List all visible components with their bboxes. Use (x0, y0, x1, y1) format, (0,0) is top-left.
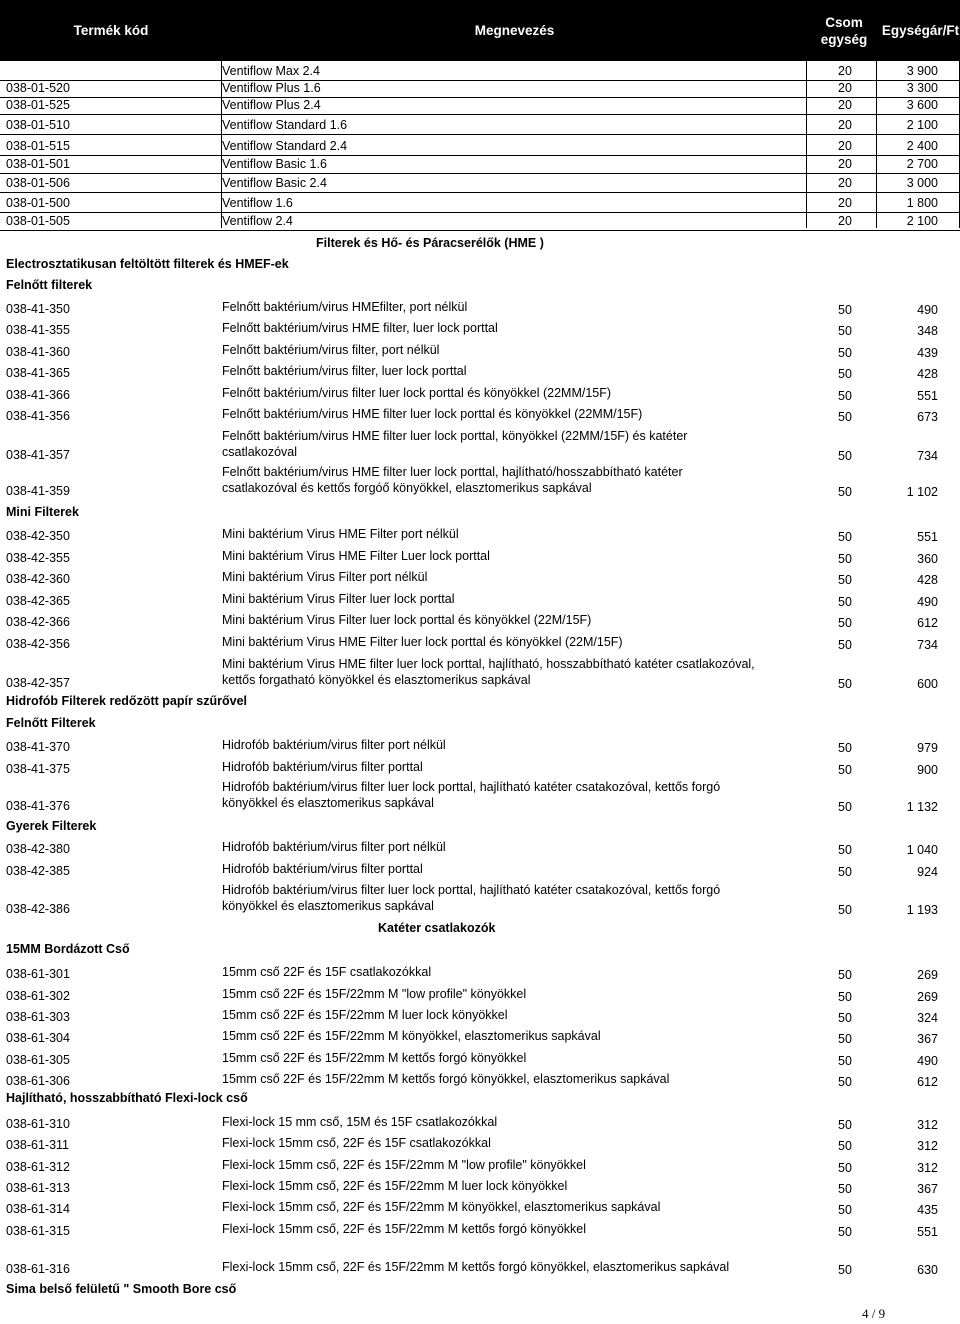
table-row (0, 1156, 960, 1177)
unit-price: 673 (917, 410, 938, 424)
unit-price: 979 (917, 741, 938, 755)
table-row (0, 758, 960, 779)
pack-unit: 50 (838, 1161, 852, 1175)
table-row (0, 211, 960, 231)
product-code: 038-41-359 (6, 484, 70, 498)
product-code: 038-41-366 (6, 388, 70, 402)
product-code: 038-42-360 (6, 572, 70, 586)
product-name: Mini baktérium Virus HME Filter port nélkül (222, 527, 459, 541)
product-name: Flexi-lock 15 mm cső, 15M és 15F csatlakozókkal (222, 1115, 498, 1129)
product-name: Flexi-lock 15mm cső, 22F és 15F/22mm M luer lock könyökkel (222, 1179, 568, 1193)
unit-price: 734 (917, 638, 938, 652)
table-row (0, 136, 960, 156)
product-code: 038-41-370 (6, 740, 70, 754)
unit-price: 490 (917, 1054, 938, 1068)
pack-unit: 50 (838, 389, 852, 403)
product-name: Hidrofób baktérium/virus filter porttal (222, 760, 423, 774)
pack-unit: 50 (838, 552, 852, 566)
product-code: 038-61-303 (6, 1010, 70, 1024)
unit-price: 367 (917, 1182, 938, 1196)
pack-unit: 50 (838, 638, 852, 652)
product-code: 038-61-306 (6, 1074, 70, 1088)
section-adult-filters-2: Felnőtt Filterek (6, 716, 96, 730)
unit-price: 734 (917, 449, 938, 463)
unit-price: 312 (917, 1118, 938, 1132)
pack-unit: 20 (838, 64, 852, 78)
unit-price: 269 (917, 990, 938, 1004)
product-name-line2: kettős forgatható könyökkel és elasztomerikus sapkával (222, 673, 531, 687)
pack-unit: 50 (838, 903, 852, 917)
pack-unit: 50 (838, 763, 852, 777)
product-code: 038-01-505 (6, 214, 70, 228)
pack-unit: 50 (838, 303, 852, 317)
table-row (0, 463, 960, 500)
pack-unit: 20 (838, 118, 852, 132)
unit-price: 428 (917, 367, 938, 381)
table-row (0, 319, 960, 340)
product-code: 038-01-525 (6, 98, 70, 112)
unit-price: 3 900 (906, 64, 938, 78)
pack-unit: 20 (838, 176, 852, 190)
product-name: Hidrofób baktérium/virus filter luer lock porttal, hajlítható katéter csatakozóval, kettős forgó (222, 883, 721, 897)
unit-price: 2 400 (906, 139, 938, 153)
unit-price: 312 (917, 1139, 938, 1153)
product-code: 038-41-375 (6, 762, 70, 776)
unit-price: 269 (917, 968, 938, 982)
product-name: Flexi-lock 15mm cső, 22F és 15F/22mm M kettős forgó könyökkel (222, 1222, 587, 1236)
product-name: Ventiflow Standard 2.4 (222, 139, 348, 153)
section-hydro: Hidrofób Filterek redőzött papír szűrővel (6, 694, 247, 708)
unit-price: 1 193 (906, 903, 938, 917)
unit-price: 348 (917, 324, 938, 338)
table-row (0, 115, 960, 135)
table-row (0, 963, 960, 984)
product-name: Felnőtt baktérium/virus HME filter luer lock porttal, hajlítható/hosszabbítható katéter (222, 465, 683, 479)
product-code: 038-42-355 (6, 551, 70, 565)
product-name: Mini baktérium Virus HME Filter Luer lock porttal (222, 549, 490, 563)
table-header (0, 0, 960, 61)
unit-price: 312 (917, 1161, 938, 1175)
product-name: 15mm cső 22F és 15F/22mm M kettős forgó könyökkel, elasztomerikus sapkával (222, 1072, 670, 1086)
pack-unit: 20 (838, 98, 852, 112)
section-mini-filters: Mini Filterek (6, 505, 79, 519)
unit-price: 1 102 (906, 485, 938, 499)
section-child-filters: Gyerek Filterek (6, 819, 97, 833)
pack-unit: 20 (838, 196, 852, 210)
pack-unit: 20 (838, 81, 852, 95)
product-code: 038-42-357 (6, 676, 70, 690)
product-code: 038-61-311 (6, 1138, 70, 1152)
product-name: Ventiflow Basic 1.6 (222, 157, 327, 171)
table-row (0, 568, 960, 589)
pack-unit: 50 (838, 324, 852, 338)
table-row (0, 1113, 960, 1134)
product-code: 038-01-510 (6, 118, 70, 132)
table-row (0, 860, 960, 881)
unit-price: 490 (917, 595, 938, 609)
table-row (0, 173, 960, 193)
header-unit: Csom egység (820, 14, 868, 47)
table-row (0, 95, 960, 115)
pack-unit: 50 (838, 1118, 852, 1132)
product-code: 038-41-376 (6, 799, 70, 813)
table-row (0, 405, 960, 426)
section-catheter: Katéter csatlakozók (378, 921, 496, 935)
table-row (0, 1177, 960, 1198)
unit-price: 900 (917, 763, 938, 777)
pack-unit: 20 (838, 214, 852, 228)
table-row (0, 362, 960, 383)
unit-price: 612 (917, 616, 938, 630)
product-code: 038-42-356 (6, 637, 70, 651)
table-row (0, 1027, 960, 1048)
pack-unit: 50 (838, 1182, 852, 1196)
unit-price: 2 100 (906, 118, 938, 132)
pack-unit: 50 (838, 1225, 852, 1239)
header-name: Megnevezés (474, 23, 555, 38)
table-row (0, 1258, 960, 1279)
pack-unit: 50 (838, 990, 852, 1004)
section-bore15: 15MM Bordázott Cső (6, 942, 130, 956)
unit-price: 1 040 (906, 843, 938, 857)
table-row (0, 1006, 960, 1027)
product-name: Mini baktérium Virus HME filter luer lock porttal, hajlítható, hosszabbítható katéter csatlakozóval, (222, 657, 755, 671)
product-code: 038-41-350 (6, 302, 70, 316)
product-name: Ventiflow 2.4 (222, 214, 293, 228)
product-code: 038-61-314 (6, 1202, 70, 1216)
product-name-line2: csatlakozóval és kettős forgóő könyökkel, elasztomerikus sapkával (222, 481, 592, 495)
section-hme-title: Filterek és Hő- és Páracserélők (HME ) (316, 236, 544, 250)
table-row (0, 736, 960, 757)
section-adult-filters: Felnőtt filterek (6, 278, 93, 292)
pack-unit: 50 (838, 346, 852, 360)
pack-unit: 50 (838, 1263, 852, 1277)
pack-unit: 50 (838, 1032, 852, 1046)
product-name: Ventiflow 1.6 (222, 196, 293, 210)
table-row (0, 881, 960, 918)
product-name: Flexi-lock 15mm cső, 22F és 15F csatlakozókkal (222, 1136, 491, 1150)
unit-price: 3 600 (906, 98, 938, 112)
product-name: Ventiflow Plus 2.4 (222, 98, 321, 112)
section-flexi: Hajlítható, hosszabbítható Flexi-lock cső (6, 1091, 248, 1105)
table-row (0, 525, 960, 546)
unit-price: 367 (917, 1032, 938, 1046)
table-row (0, 985, 960, 1006)
product-code: 038-61-315 (6, 1224, 70, 1238)
pack-unit: 50 (838, 741, 852, 755)
unit-price: 2 100 (906, 214, 938, 228)
table-row (0, 1198, 960, 1219)
product-name: Felnőtt baktérium/virus filter, port nélkül (222, 343, 440, 357)
unit-price: 551 (917, 530, 938, 544)
product-code: 038-61-305 (6, 1053, 70, 1067)
product-code: 038-61-316 (6, 1262, 70, 1276)
product-name: Felnőtt baktérium/virus HME filter, luer lock porttal (222, 321, 498, 335)
product-name: Hidrofób baktérium/virus filter porttal (222, 862, 423, 876)
table-row (0, 655, 960, 692)
unit-price: 324 (917, 1011, 938, 1025)
header-price: Egységár/Ft (881, 23, 960, 38)
pack-unit: 50 (838, 843, 852, 857)
table-row (0, 384, 960, 405)
product-code: 038-61-310 (6, 1117, 70, 1131)
product-code: 038-01-520 (6, 81, 70, 95)
product-code: 038-01-501 (6, 157, 70, 171)
product-code: 038-42-385 (6, 864, 70, 878)
pack-unit: 50 (838, 1054, 852, 1068)
product-name-line2: könyökkel és elasztomerikus sapkával (222, 899, 434, 913)
product-name: 15mm cső 22F és 15F/22mm M könyökkel, elasztomerikus sapkával (222, 1029, 601, 1043)
pack-unit: 50 (838, 616, 852, 630)
product-name: Ventiflow Basic 2.4 (222, 176, 327, 190)
product-name: Mini baktérium Virus HME Filter luer lock porttal és könyökkel (22M/15F) (222, 635, 623, 649)
unit-price: 600 (917, 677, 938, 691)
pack-unit: 50 (838, 865, 852, 879)
product-code: 038-42-380 (6, 842, 70, 856)
unit-price: 3 300 (906, 81, 938, 95)
table-row (0, 427, 960, 464)
product-code: 038-01-506 (6, 176, 70, 190)
product-name: 15mm cső 22F és 15F/22mm M luer lock könyökkel (222, 1008, 508, 1022)
product-name: Ventiflow Plus 1.6 (222, 81, 321, 95)
product-code: 038-61-302 (6, 989, 70, 1003)
product-name: Hidrofób baktérium/virus filter port nélkül (222, 738, 446, 752)
product-code: 038-01-500 (6, 196, 70, 210)
product-code: 038-61-313 (6, 1181, 70, 1195)
product-name-line2: csatlakozóval (222, 445, 298, 459)
product-code: 038-61-312 (6, 1160, 70, 1174)
table-row (0, 341, 960, 362)
table-row (0, 611, 960, 632)
table-row (0, 298, 960, 319)
pack-unit: 50 (838, 449, 852, 463)
product-code: 038-42-386 (6, 902, 70, 916)
pack-unit: 50 (838, 1139, 852, 1153)
pack-unit: 50 (838, 677, 852, 691)
table-row (0, 1049, 960, 1070)
pack-unit: 50 (838, 1075, 852, 1089)
unit-price: 924 (917, 865, 938, 879)
pack-unit: 50 (838, 485, 852, 499)
table-row (0, 838, 960, 859)
pack-unit: 50 (838, 573, 852, 587)
product-code: 038-41-356 (6, 409, 70, 423)
product-name: Felnőtt baktérium/virus filter, luer lock porttal (222, 364, 467, 378)
table-row (0, 778, 960, 815)
table-row (0, 1220, 960, 1241)
product-name: Ventiflow Standard 1.6 (222, 118, 348, 132)
product-name: 15mm cső 22F és 15F csatlakozókkal (222, 965, 432, 979)
product-code: 038-41-357 (6, 448, 70, 462)
unit-price: 490 (917, 303, 938, 317)
pack-unit: 20 (838, 139, 852, 153)
table-row (0, 193, 960, 213)
table-row (0, 1134, 960, 1155)
product-name-line2: könyökkel és elasztomerikus sapkával (222, 796, 434, 810)
product-name: Mini baktérium Virus Filter luer lock porttal (222, 592, 455, 606)
product-code: 038-61-301 (6, 967, 70, 981)
table-row (0, 633, 960, 654)
product-code: 038-41-365 (6, 366, 70, 380)
product-name: Hidrofób baktérium/virus filter luer lock porttal, hajlítható katéter csatakozóval, kettős forgó (222, 780, 721, 794)
product-code: 038-41-360 (6, 345, 70, 359)
pack-unit: 20 (838, 157, 852, 171)
product-name: Felnőtt baktérium/virus HMEfilter, port nélkül (222, 300, 468, 314)
section-electro: Electrosztatikusan feltöltött filterek és HMEF-ek (6, 257, 289, 271)
unit-price: 1 132 (906, 800, 938, 814)
product-name: 15mm cső 22F és 15F/22mm M "low profile" könyökkel (222, 987, 527, 1001)
table-row (0, 1070, 960, 1091)
unit-price: 551 (917, 1225, 938, 1239)
product-code: 038-42-366 (6, 615, 70, 629)
product-name: Ventiflow Max 2.4 (222, 64, 320, 78)
pack-unit: 50 (838, 800, 852, 814)
product-name: Mini baktérium Virus Filter luer lock porttal és könyökkel (22M/15F) (222, 613, 592, 627)
table-row (0, 154, 960, 174)
product-name: 15mm cső 22F és 15F/22mm M kettős forgó könyökkel (222, 1051, 527, 1065)
unit-price: 439 (917, 346, 938, 360)
pack-unit: 50 (838, 410, 852, 424)
product-code: 038-41-355 (6, 323, 70, 337)
table-row (0, 590, 960, 611)
product-name: Felnőtt baktérium/virus filter luer lock porttal és könyökkel (22MM/15F) (222, 386, 612, 400)
unit-price: 428 (917, 573, 938, 587)
pack-unit: 50 (838, 595, 852, 609)
pack-unit: 50 (838, 367, 852, 381)
product-name: Flexi-lock 15mm cső, 22F és 15F/22mm M "low profile" könyökkel (222, 1158, 586, 1172)
product-code: 038-61-304 (6, 1031, 70, 1045)
section-smooth: Sima belső felületű " Smooth Bore cső (6, 1282, 237, 1296)
product-name: Felnőtt baktérium/virus HME filter luer lock porttal és könyökkel (22MM/15F) (222, 407, 643, 421)
unit-price: 1 800 (906, 196, 938, 210)
unit-price: 630 (917, 1263, 938, 1277)
unit-price: 2 700 (906, 157, 938, 171)
pack-unit: 50 (838, 530, 852, 544)
unit-price: 612 (917, 1075, 938, 1089)
pack-unit: 50 (838, 968, 852, 982)
unit-price: 360 (917, 552, 938, 566)
product-name: Hidrofób baktérium/virus filter port nélkül (222, 840, 446, 854)
pack-unit: 50 (838, 1011, 852, 1025)
product-name: Flexi-lock 15mm cső, 22F és 15F/22mm M kettős forgó könyökkel, elasztomerikus sapkával (222, 1260, 730, 1274)
unit-price: 3 000 (906, 176, 938, 190)
product-code: 038-01-515 (6, 139, 70, 153)
header-code: Termék kód (73, 23, 149, 38)
product-name: Flexi-lock 15mm cső, 22F és 15F/22mm M könyökkel, elasztomerikus sapkával (222, 1200, 661, 1214)
product-code: 038-42-365 (6, 594, 70, 608)
product-name: Felnőtt baktérium/virus HME filter luer lock porttal, könyökkel (22MM/15F) és katéter (222, 429, 688, 443)
product-name: Mini baktérium Virus Filter port nélkül (222, 570, 428, 584)
unit-price: 435 (917, 1203, 938, 1217)
product-code: 038-42-350 (6, 529, 70, 543)
unit-price: 551 (917, 389, 938, 403)
page-number: 4 / 9 (862, 1306, 886, 1321)
table-row (0, 547, 960, 568)
pack-unit: 50 (838, 1203, 852, 1217)
